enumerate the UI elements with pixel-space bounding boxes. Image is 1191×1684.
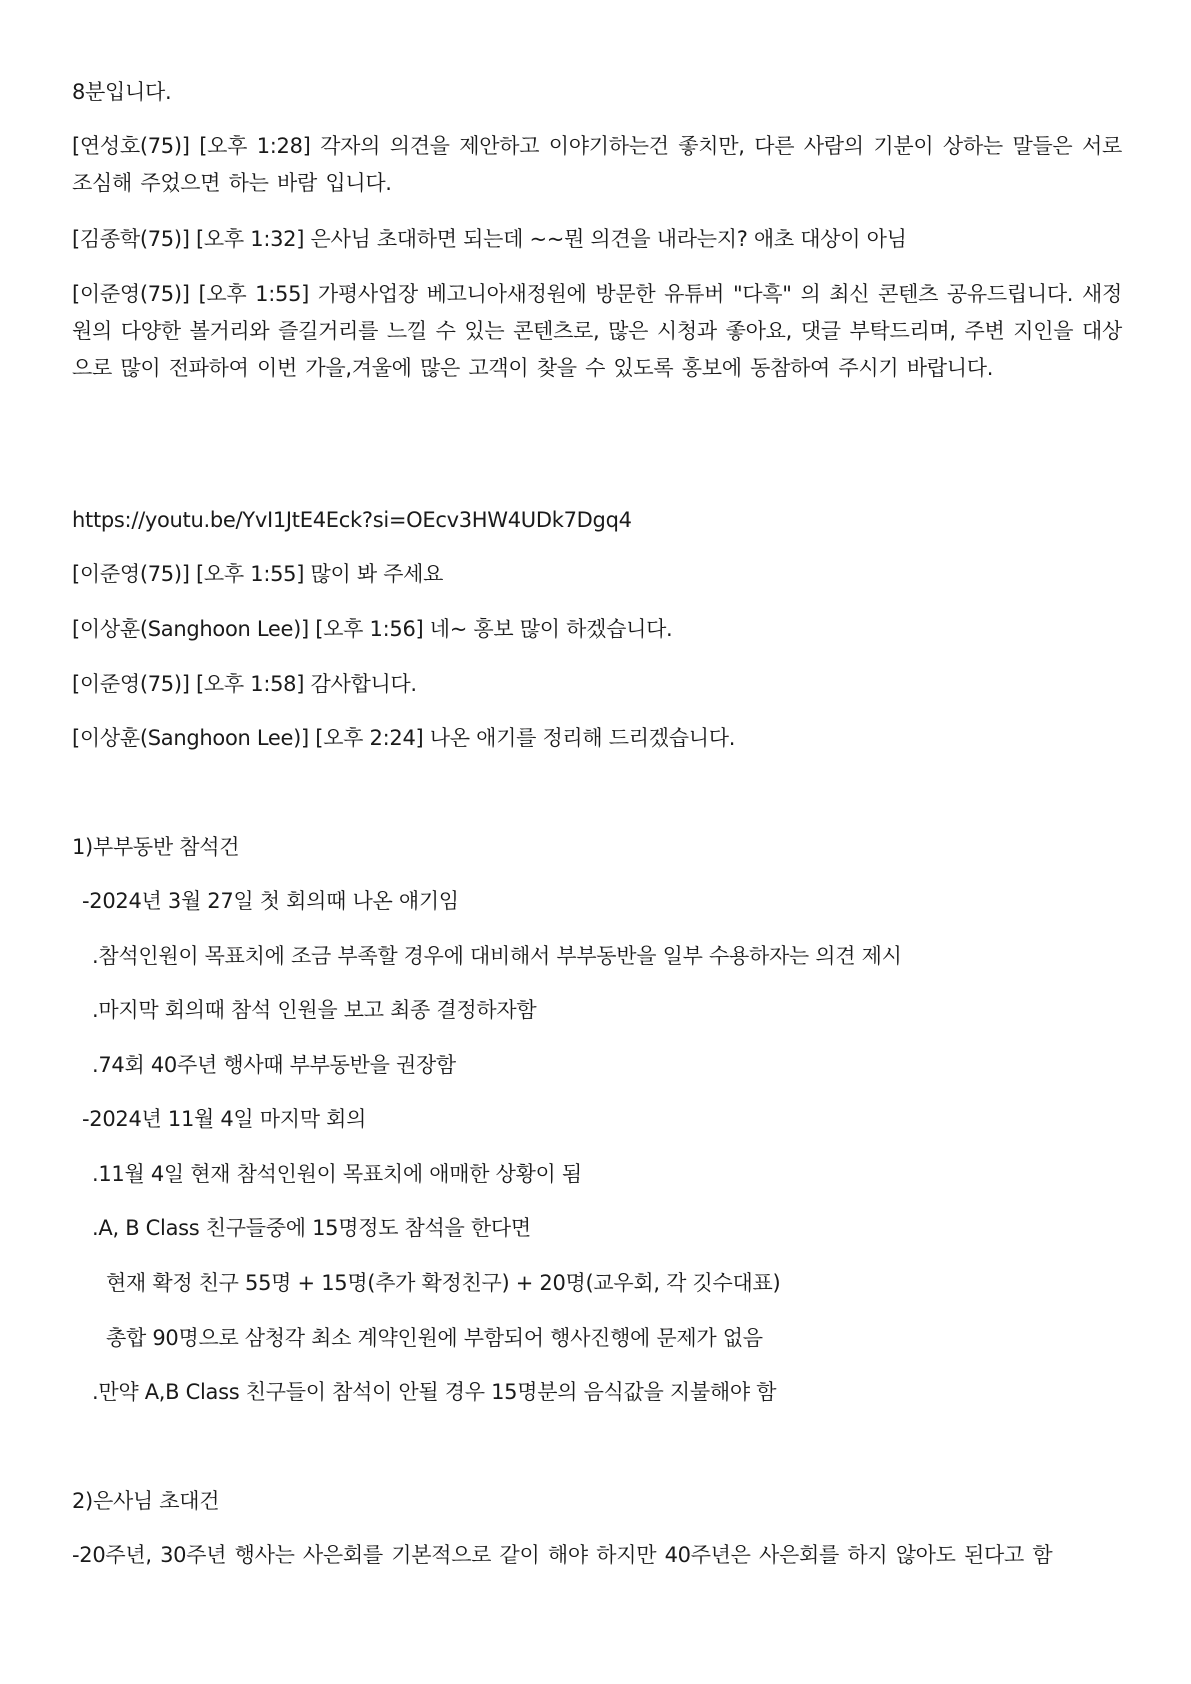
list-item: -2024년 11월 4일 마지막 회의	[82, 1107, 367, 1131]
chat-message: [이준영(75)] [오후 1:55] 많이 봐 주세요	[72, 562, 444, 586]
text-line: 8분입니다.	[72, 80, 172, 104]
list-item: 총합 90명으로 삼청각 최소 계약인원에 부함되어 행사진행에 문제가 없음	[106, 1326, 763, 1350]
youtube-link-text[interactable]: https://youtu.be/YvI1JtE4Eck?si=OEcv3HW4UDk7Dgq4	[72, 508, 632, 532]
section-heading: 1)부부동반 참석건	[72, 835, 240, 859]
chat-message: [이준영(75)] [오후 1:58] 감사합니다.	[72, 672, 417, 696]
list-item: .마지막 회의때 참석 인원을 보고 최종 결정하자함	[92, 998, 537, 1022]
chat-message: [이준영(75)] [오후 1:55] 가평사업장 베고니아새정원에 방문한 유튜버 "다흑" 의 최신 콘텐츠 공유드립니다. 새정원의 다양한 볼거리와 즐길거리를 느낄 수 있는 콘텐츠로, 많은 시청과 좋아요, 댓글 부탁드리며, 주변 지인을 대상으로 많이 전파하여 이번 가을,겨울에 많은 고객이 찾을 수 있도록 홍보에 동참하여 주시기 바랍니다.	[72, 282, 1122, 380]
section-heading: 2)은사님 초대건	[72, 1489, 220, 1513]
list-item: .참석인원이 목표치에 조금 부족할 경우에 대비해서 부부동반을 일부 수용하자는 의견 제시	[92, 944, 902, 968]
list-item: .74회 40주년 행사때 부부동반을 권장함	[92, 1053, 456, 1077]
youtube-link[interactable]	[72, 502, 1122, 538]
chat-message: [이상훈(Sanghoon Lee)] [오후 1:56] 네~ 홍보 많이 하겠습니다.	[72, 617, 673, 641]
chat-message: [김종학(75)] [오후 1:32] 은사님 초대하면 되는데 ~~뭔 의견을 내라는지? 애초 대상이 아님	[72, 227, 907, 251]
chat-message: [이상훈(Sanghoon Lee)] [오후 2:24] 나온 애기를 정리해 드리겠습니다.	[72, 726, 736, 750]
list-item: .만약 A,B Class 친구들이 참석이 안될 경우 15명분의 음식값을 지불해야 함	[92, 1380, 777, 1404]
chat-message: [연성호(75)] [오후 1:28] 각자의 의견을 제안하고 이야기하는건 좋치만, 다른 사람의 기분이 상하는 말들은 서로 조심해 주었으면 하는 바람 입니다.	[72, 134, 1122, 195]
list-item: -2024년 3월 27일 첫 회의때 나온 얘기임	[82, 889, 459, 913]
list-item: .A, B Class 친구들중에 15명정도 참석을 한다면	[92, 1216, 531, 1240]
list-item: .11월 4일 현재 참석인원이 목표치에 애매한 상황이 됨	[92, 1162, 582, 1186]
list-item: -20주년, 30주년 행사는 사은회를 기본적으로 같이 해야 하지만 40주년은 사은회를 하지 않아도 된다고 함	[72, 1543, 1053, 1567]
list-item: 현재 확정 친구 55명 + 15명(추가 확정친구) + 20명(교우회, 각 깃수대표)	[106, 1271, 781, 1295]
